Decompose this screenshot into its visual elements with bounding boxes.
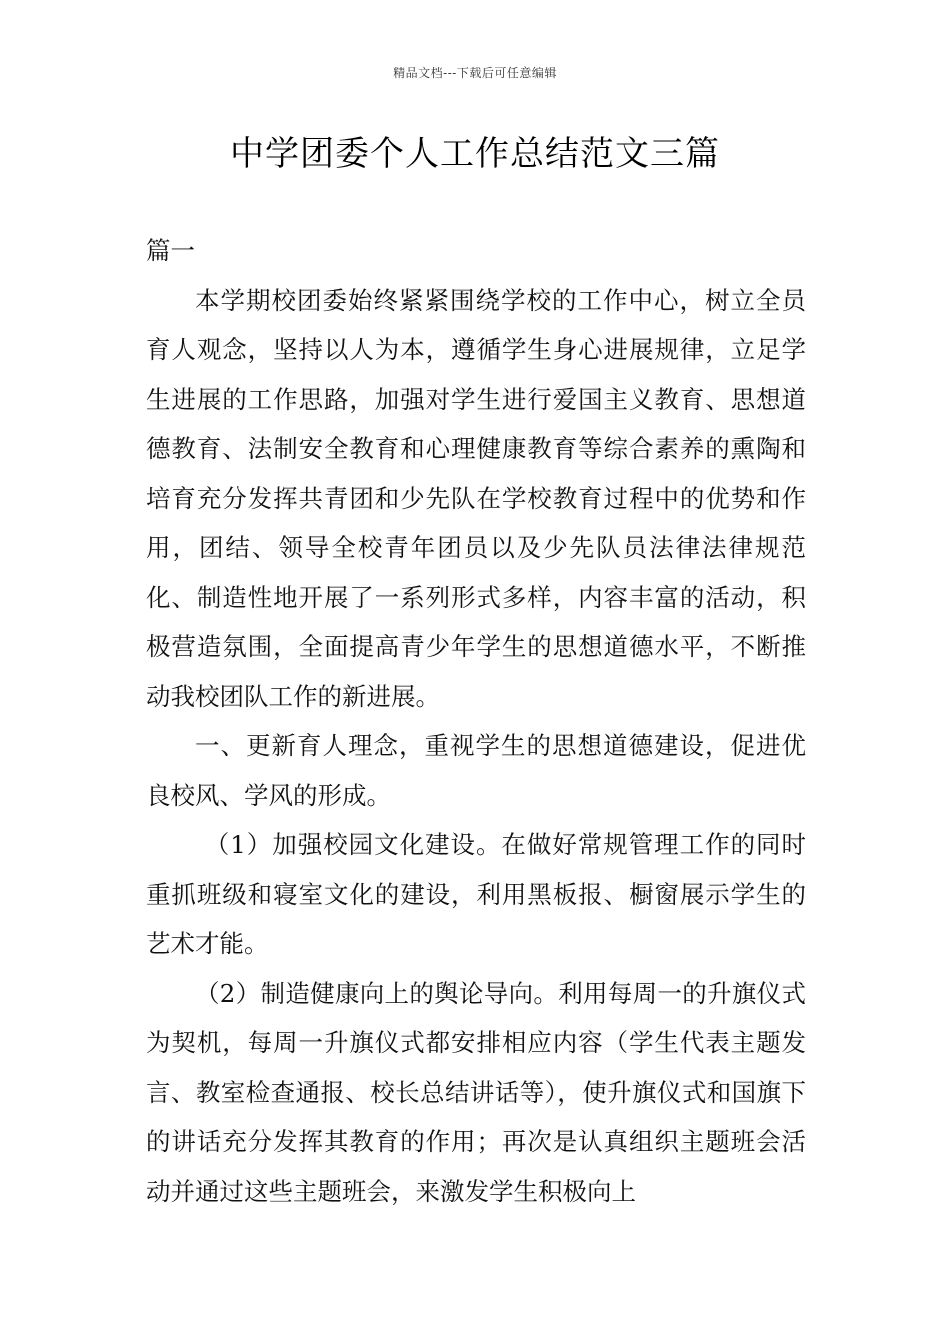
- paragraph-heading-one: 一、更新育人理念，重视学生的思想道德建设，促进优良校风、学风的形成。: [146, 731, 806, 810]
- document-title: 中学团委个人工作总结范文三篇: [230, 134, 720, 174]
- paragraph-item-1: （1）加强校园文化建设。在做好常规管理工作的同时重抓班级和寝室文化的建设，利用黑板报、橱窗展示学生的艺术才能。: [146, 830, 806, 958]
- paragraph-item-2: （2）制造健康向上的舆论导向。利用每周一的升旗仪式为契机，每周一升旗仪式都安排相应内容（学生代表主题发言、教室检查通报、校长总结讲话等），使升旗仪式和国旗下的讲话充分发挥其教育的作用；再次是认真组织主题班会活动并通过这些主题班会，来激发学生积极向上: [146, 978, 806, 1206]
- section-label: 篇一: [146, 236, 195, 265]
- header-note: 精品文档---下载后可任意编辑: [393, 66, 557, 80]
- paragraph-intro: 本学期校团委始终紧紧围绕学校的工作中心，树立全员育人观念，坚持以人为本，遵循学生身心进展规律，立足学生进展的工作思路，加强对学生进行爱国主义教育、思想道德教育、法制安全教育和心理健康教育等综合素养的熏陶和培育充分发挥共青团和少先队在学校教育过程中的优势和作用，团结、领导全校青年团员以及少先队员法律法律规范化、制造性地开展了一系列形式多样，内容丰富的活动，积极营造氛围，全面提高青少年学生的思想道德水平，不断推动我校团队工作的新进展。: [146, 285, 806, 711]
- document-body: [146, 226, 806, 1216]
